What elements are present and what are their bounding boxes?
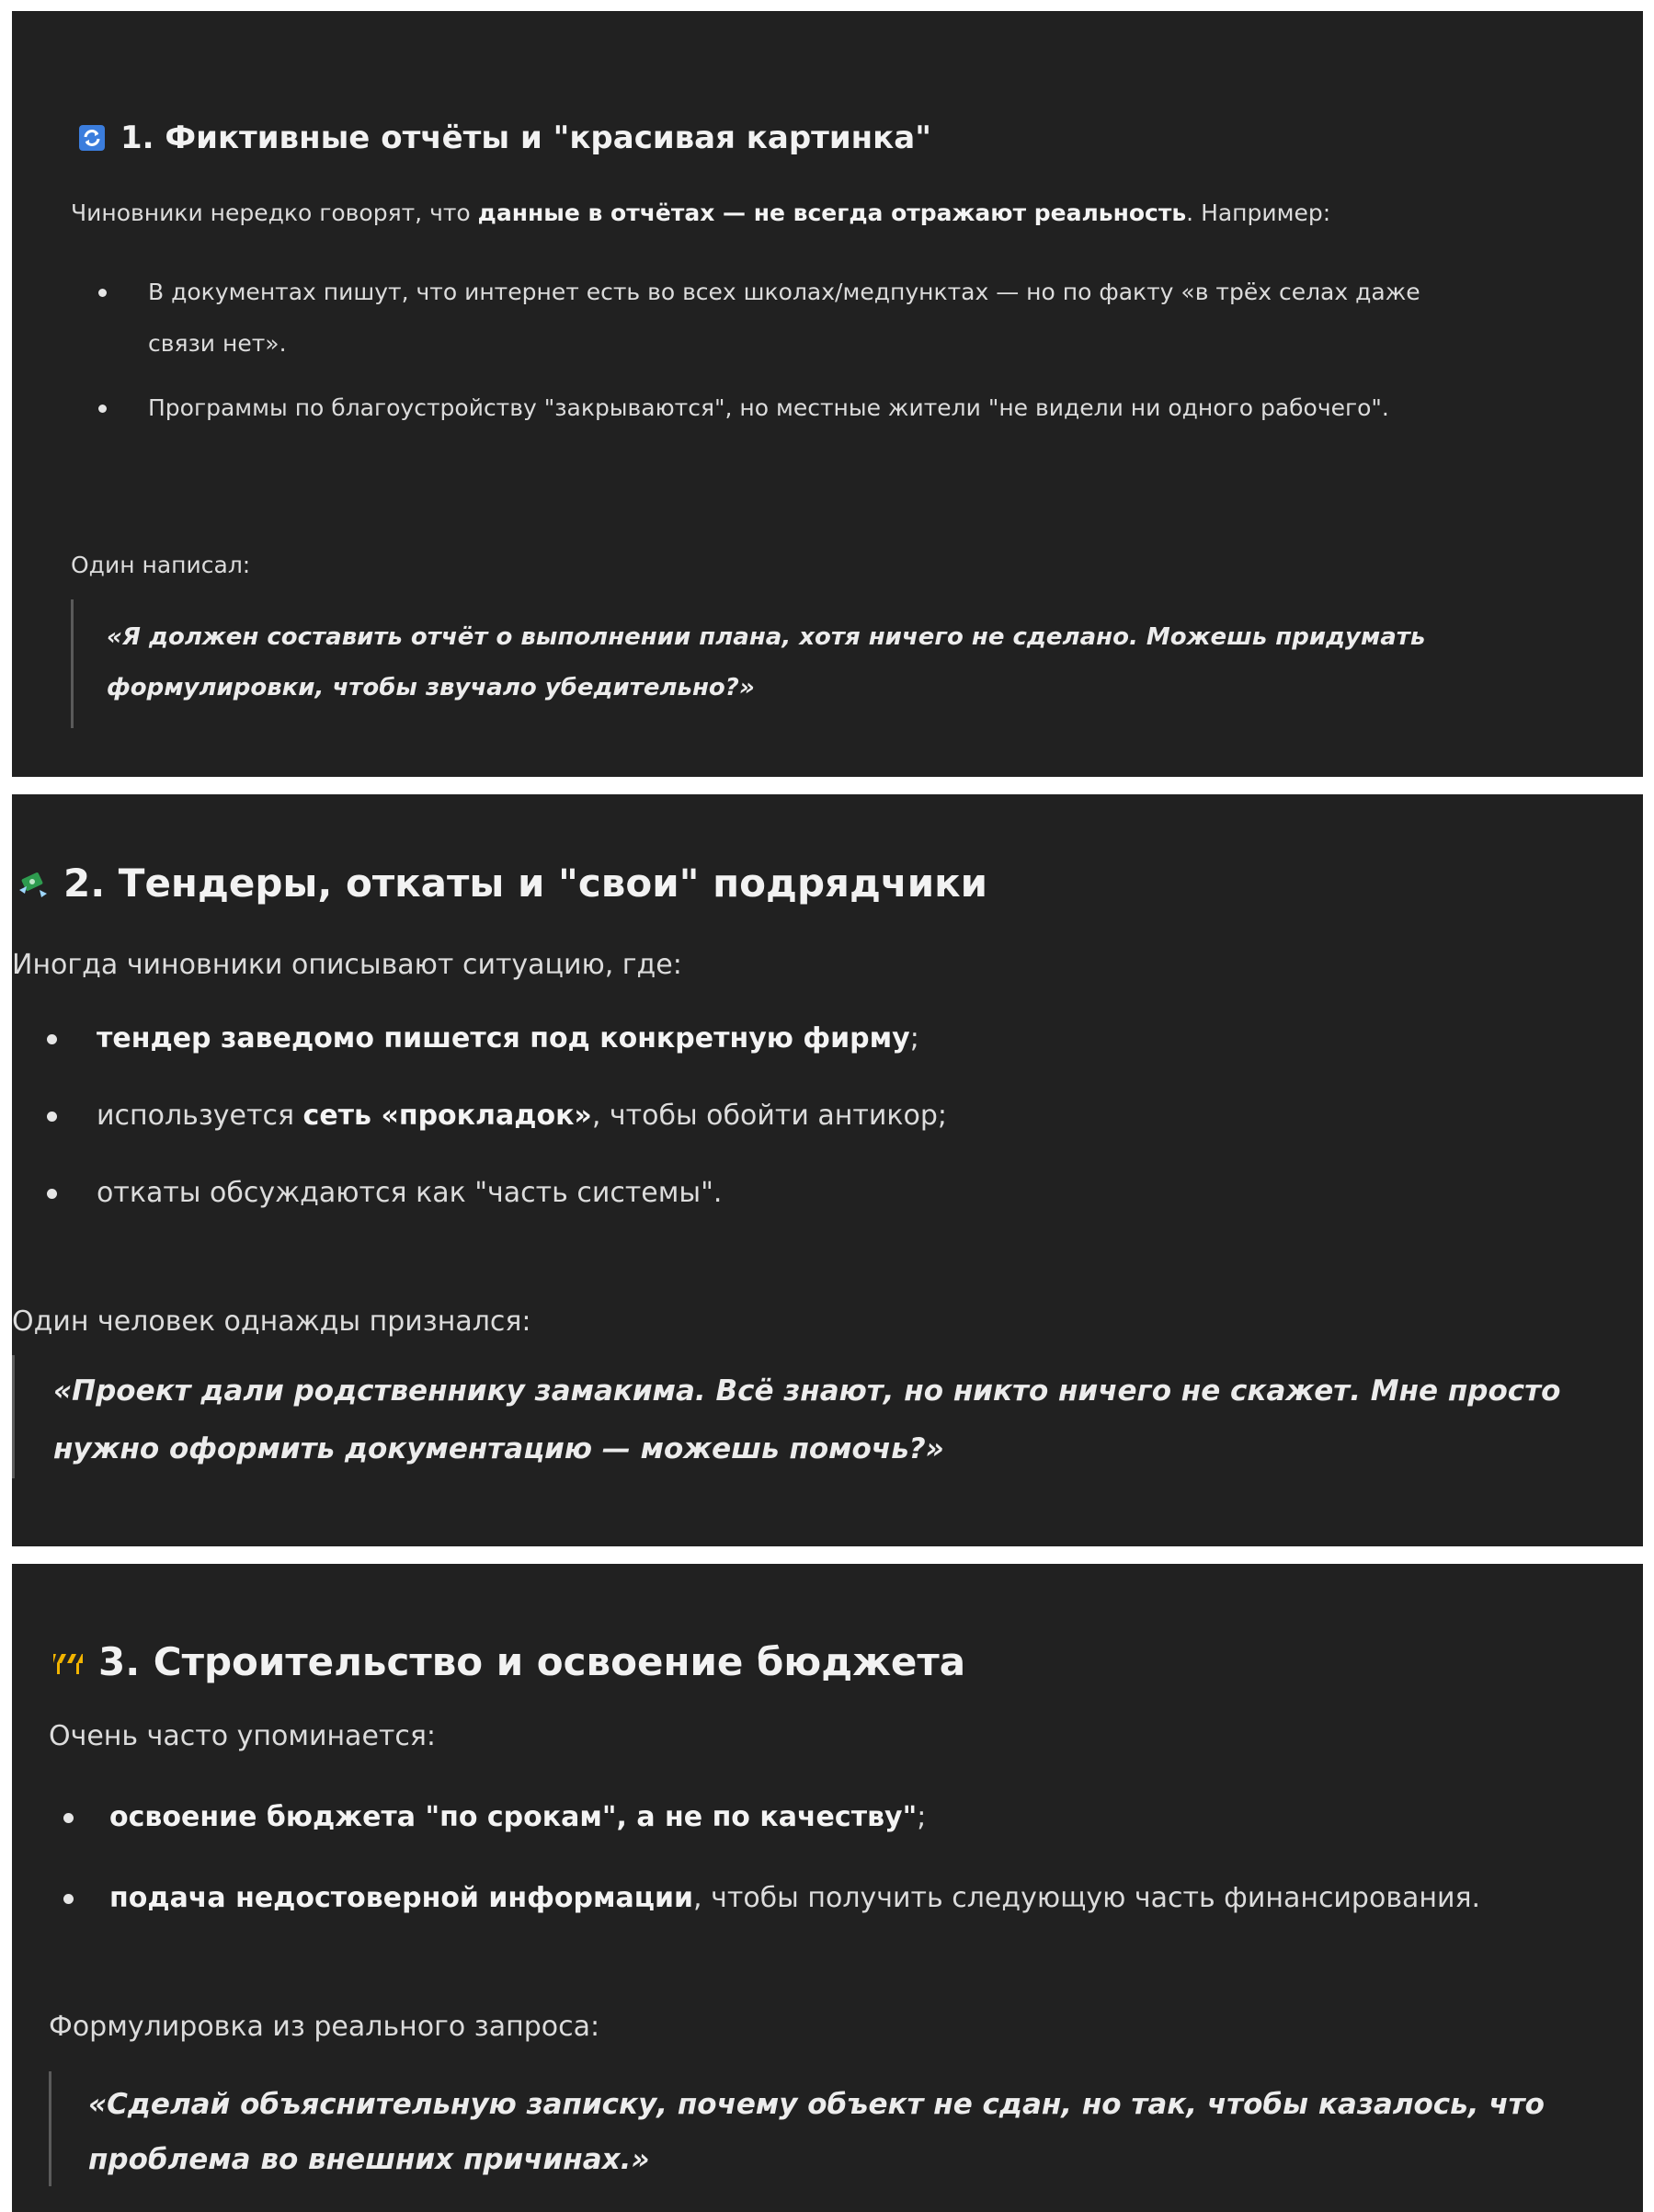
quote-text: «Проект дали родственнику замакима. Всё знают, но никто ничего не скажет. Мне просто нужно оформить документацию — можешь помочь?» [53,1374,1561,1465]
blockquote [49,2071,1630,2186]
blockquote [12,1355,1643,1478]
quote-lead: Формулировка из реального запроса: [49,2011,600,2043]
section-panel-3 [12,1564,1643,2212]
section-panel-1 [12,11,1643,777]
bullet-list [56,1784,1619,1946]
list-item: освоение бюджета "по срокам", а не по качеству"; [56,1784,1619,1851]
list-item: подача недостоверной информации, чтобы получить следующую часть финансирования. [56,1865,1619,1932]
section-intro: Иногда чиновники описывают ситуацию, где: [12,949,682,981]
section-panel-2 [12,794,1643,1546]
list-item: тендер заведомо пишется под конкретную фирму; [40,1006,1603,1072]
list-item: В документах пишут, что интернет есть во всех школах/медпунктах — но по факту «в трёх селах даже связи нет». [89,267,1468,370]
list-item: откаты обсуждаются как "часть системы". [40,1160,1603,1226]
bullet-list [89,267,1468,447]
blockquote [71,599,1588,728]
section-title: 1. Фиктивные отчёты и "красивая картинка" [120,120,931,156]
section-title: 2. Тендеры, откаты и "свои" подрядчики [63,861,988,906]
bullet-list [40,1006,1603,1237]
quote-text: «Я должен составить отчёт о выполнении плана, хотя ничего не сделано. Можешь придумать формулировки, чтобы звучало убедительно?» [107,623,1426,701]
section-title: 3. Строительство и освоение бюджета [98,1639,966,1684]
section-intro: Чиновники нередко говорят, что данные в отчётах — не всегда отражают реальность. Например: [71,200,1331,226]
construction-barrier-icon [52,1648,84,1676]
refresh-icon [78,124,106,152]
quote-text: «Сделай объяснительную записку, почему объект не сдан, но так, чтобы казалось, что проблема во внешних причинах.» [88,2088,1545,2176]
section-heading [78,120,931,156]
section-heading [17,861,987,906]
list-item: Программы по благоустройству "закрываются", но местные жители "не видели ни одного рабочего". [89,382,1468,434]
list-item: используется сеть «прокладок», чтобы обойти антикор; [40,1083,1603,1149]
section-intro: Очень часто упоминается: [49,1720,437,1752]
quote-lead: Один написал: [71,552,251,578]
section-heading [52,1639,965,1684]
money-with-wings-icon [17,868,49,899]
quote-lead: Один человек однажды признался: [12,1306,531,1338]
